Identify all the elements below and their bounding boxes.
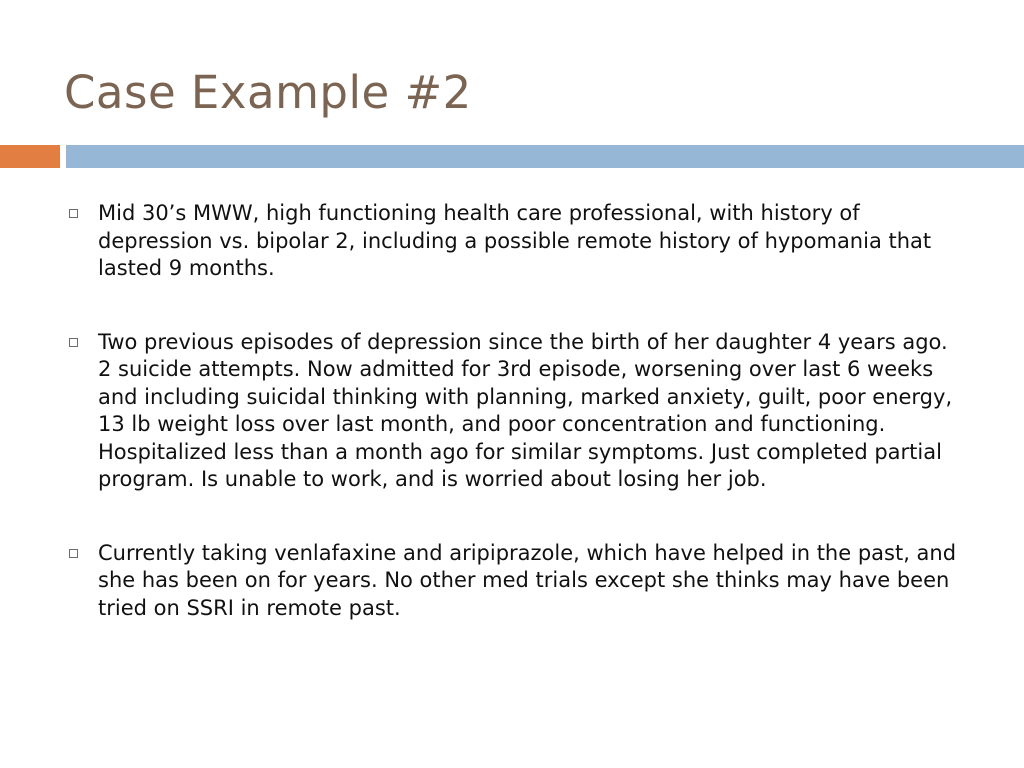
bullet-item [66,200,966,283]
hollow-square-icon [69,549,78,558]
title-accent-bar-blue [66,145,1024,168]
slide-title: Case Example #2 [64,66,472,119]
bullet-text: Two previous episodes of depression since the birth of her daughter 4 years ago. 2 suicide attempts. Now admitted for 3rd episode, worsening over last 6 weeks and including suicidal thinking with planning, marked anxiety, guilt, poor energy, 13 lb weight loss over last month, and poor concentration and functioning. Hospitalized less than a month ago for similar symptoms. Just completed partial program. Is unable to work, and is worried about losing her job. [98,329,953,491]
title-accent-bar-orange [0,145,60,168]
bullet-item [66,329,966,494]
bullet-item [66,540,966,623]
hollow-square-icon [69,338,78,347]
bullet-text: Mid 30’s MWW, high functioning health care professional, with history of depression vs. bipolar 2, including a possible remote history of hypomania that lasted 9 months. [98,201,932,280]
bullet-text: Currently taking venlafaxine and aripiprazole, which have helped in the past, and she has been on for years. No other med trials except she thinks may have been tried on SSRI in remote past. [98,540,957,620]
bullet-list [66,200,966,668]
hollow-square-icon [69,209,78,218]
